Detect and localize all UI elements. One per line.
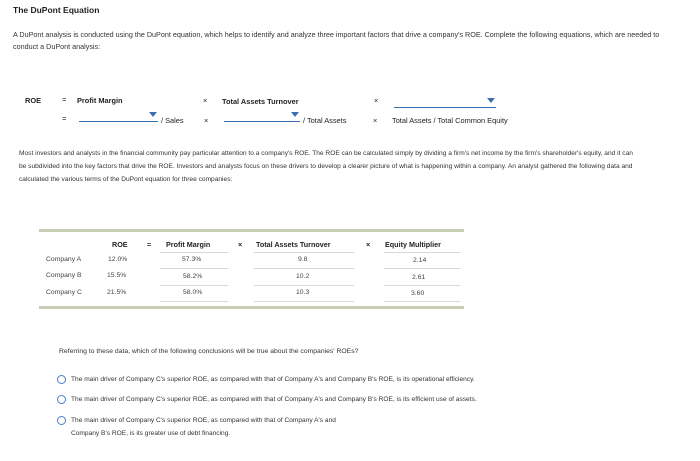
table-cell-tat: 10.3	[296, 289, 310, 296]
row-underline	[160, 268, 228, 269]
times-sign-3: ×	[204, 116, 209, 125]
option-label: The main driver of Company C's superior ROE, as compared with that of Company A's and Company B's ROE, is its operational efficiency.	[71, 376, 475, 383]
table-row-company: Company A	[46, 256, 82, 263]
table-cell-roe: 12.0%	[108, 256, 128, 263]
equity-multiplier-dropdown[interactable]	[394, 97, 496, 108]
profit-margin-label: Profit Margin	[77, 96, 123, 105]
chevron-down-icon	[291, 112, 299, 117]
question-text: Referring to these data, which of the following conclusions will be true about the companies' ROEs?	[59, 348, 359, 355]
chevron-down-icon	[487, 98, 495, 103]
table-row-company: Company C	[46, 289, 82, 296]
ta-over-equity-text: Total Assets / Total Common Equity	[392, 116, 508, 125]
header-underline-pm	[160, 252, 228, 253]
total-assets-turnover-label: Total Assets Turnover	[222, 97, 299, 106]
sales-divisor: / Sales	[161, 116, 184, 125]
col-header-total-assets-turnover: Total Assets Turnover	[256, 240, 331, 249]
times-sign-1: ×	[203, 96, 208, 105]
table-cell-roe: 21.5%	[107, 289, 127, 296]
col-header-eq: =	[147, 240, 152, 249]
table-cell-tat: 9.8	[298, 256, 308, 263]
row-underline	[254, 285, 354, 286]
option-label: The main driver of Company C's superior ROE, as compared with that of Company A's and Company B's ROE, is its efficient use of assets.	[71, 396, 477, 403]
radio-button[interactable]	[57, 416, 66, 425]
col-header-roe: ROE	[112, 240, 128, 249]
net-income-dropdown-1[interactable]	[79, 111, 158, 122]
row-underline	[160, 285, 228, 286]
equals-sign: =	[62, 95, 67, 104]
roe-label: ROE	[25, 96, 42, 105]
table-cell-em: 3.60	[411, 290, 425, 297]
table-cell-em: 2.14	[413, 257, 427, 264]
row-underline	[384, 285, 460, 286]
table-cell-roe: 15.5%	[107, 272, 127, 279]
row-underline	[384, 301, 460, 302]
col-header-profit-margin: Profit Margin	[166, 240, 211, 249]
table-cell-pm: 57.3%	[182, 256, 202, 263]
chevron-down-icon	[149, 112, 157, 117]
row-underline	[384, 268, 460, 269]
header-underline-em	[384, 252, 460, 253]
col-header-equity-multiplier: Equity Multiplier	[385, 240, 441, 249]
radio-button[interactable]	[57, 375, 66, 384]
radio-button[interactable]	[57, 395, 66, 404]
col-header-times-2: ×	[366, 240, 371, 249]
page-title: The DuPont Equation	[13, 5, 100, 15]
sales-dropdown[interactable]	[224, 111, 300, 122]
total-assets-divisor: / Total Assets	[303, 116, 347, 125]
col-header-times-1: ×	[238, 240, 243, 249]
intro-text: A DuPont analysis is conducted using the DuPont equation, which helps to identify and analyze three important factors that drive a company's ROE. Complete the following equations, which are needed to conduct a DuPont analysis:	[13, 30, 660, 51]
row-underline	[160, 301, 228, 302]
header-underline-tat	[254, 252, 354, 253]
times-sign-4: ×	[373, 116, 378, 125]
explanation-paragraph: Most investors and analysts in the financial community pay particular attention to a company's ROE. The ROE can be calculated simply by dividing a firm's net income by the firm's shareholder's equity, and it can be subdivided into the key factors that drive the ROE. Investors and analysts focus on these drivers to develop a clearer picture of what is happening within a company. An analyst gathered the following data and calculated the various terms of the DuPont equation for three companies:	[19, 150, 633, 184]
table-cell-pm: 58.0%	[183, 289, 203, 296]
times-sign-2: ×	[374, 96, 379, 105]
table-top-rule	[39, 229, 464, 232]
table-cell-pm: 58.2%	[183, 273, 203, 280]
row-underline	[254, 268, 354, 269]
option-label: The main driver of Company C's superior ROE, as compared with that of Company A's and Company B's ROE, is its greater use of debt financing.	[71, 417, 336, 437]
table-cell-tat: 10.2	[296, 273, 310, 280]
table-cell-em: 2.61	[412, 274, 426, 281]
table-bottom-rule	[39, 306, 464, 309]
equals-sign-2: =	[62, 114, 67, 123]
table-row-company: Company B	[46, 272, 82, 279]
row-underline	[254, 301, 354, 302]
